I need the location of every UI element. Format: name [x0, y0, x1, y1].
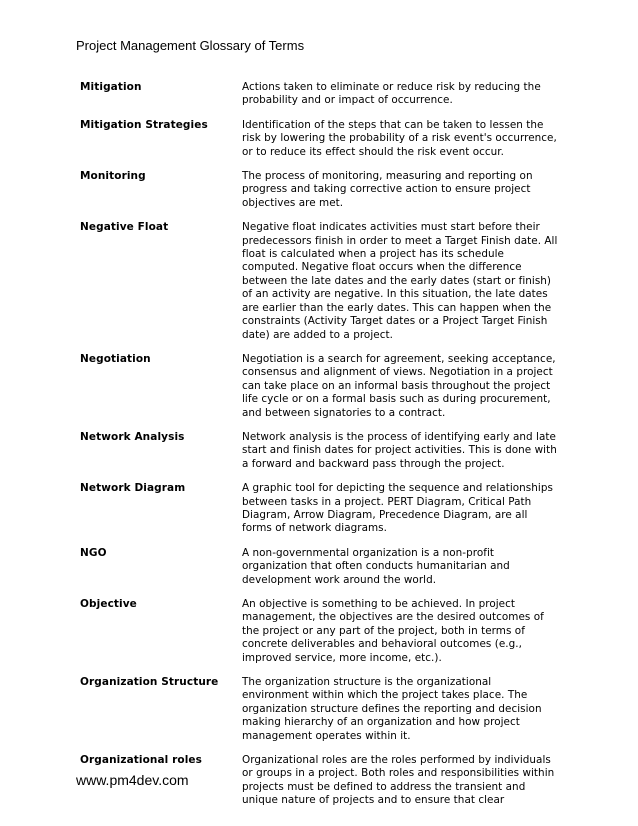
glossary-entry — [80, 547, 560, 587]
glossary-definition: Negotiation is a search for agreement, seeking acceptance, consensus and alignment of views. Negotiation in a project can take place on an informal basis throughout the project life cycle or on a formal basis such as during procurement, and between signatories to a contract. — [242, 352, 556, 419]
glossary-term: Negotiation — [80, 352, 151, 365]
glossary-definition: A graphic tool for depicting the sequence and relationships between tasks in a project. PERT Diagram, Critical Path Diagram, Arrow Diagram, Precedence Diagram, are all forms of network diagrams. — [242, 482, 553, 535]
glossary-term: Organizational roles — [80, 754, 202, 767]
glossary-definition: Negative float indicates activities must start before their predecessors finish in order to meet a Target Finish date. All float is calculated when a project has its schedule computed. Negative float occurs when the difference between the late dates and the early dates (start or finish) of an activity are negative. In this situation, the late dates are earlier than the early dates. This can happen when the constraints (Activity Target dates or a Project Target Finish date) are added to a project. — [242, 221, 558, 341]
glossary-entry — [80, 81, 560, 108]
glossary-term: Mitigation Strategies — [80, 118, 208, 131]
glossary-entry — [80, 676, 560, 743]
glossary-term: NGO — [80, 546, 107, 559]
glossary-definition: Network analysis is the process of identifying early and late start and finish dates for project activities. This is done with a forward and backward pass through the project. — [242, 430, 557, 470]
glossary-entry — [80, 221, 560, 342]
glossary-definition: The organization structure is the organizational environment within which the project takes place. The organization structure defines the reporting and decision making hierarchy of an organization and how project management operates within it. — [242, 676, 542, 742]
page-title: Project Management Glossary of Terms — [76, 38, 305, 53]
glossary-definition: An objective is something to be achieved. In project management, the objectives are the desired outcomes of the project or any part of the project, both in terms of concrete deliverables and behavioral outcomes (e.g., improved service, more income, etc.). — [242, 598, 544, 664]
glossary-definition: Identification of the steps that can be taken to lessen the risk by lowering the probability of a risk event's occurrence, or to reduce its effect should the risk event occur. — [242, 118, 557, 158]
glossary-definition: A non-governmental organization is a non-profit organization that often conducts humanitarian and development work around the world. — [242, 546, 510, 586]
glossary-entry — [80, 119, 560, 159]
glossary-entry — [80, 431, 560, 471]
glossary-list — [80, 81, 560, 819]
glossary-entry — [80, 353, 560, 420]
glossary-entry — [80, 482, 560, 536]
glossary-entry — [80, 170, 560, 210]
glossary-term: Negative Float — [80, 221, 169, 234]
glossary-term: Network Analysis — [80, 430, 185, 443]
footer-url: www.pm4dev.com — [76, 772, 189, 788]
glossary-definition: Organizational roles are the roles performed by individuals or groups in a project. Both roles and responsibilities within projects must be defined to address the transient and unique nature of projects and to ensure that clear — [242, 754, 555, 807]
glossary-term: Objective — [80, 598, 137, 610]
glossary-term: Network Diagram — [80, 482, 186, 495]
glossary-term: Monitoring — [80, 170, 146, 183]
glossary-term: Organization Structure — [80, 676, 219, 689]
glossary-definition: Actions taken to eliminate or reduce risk by reducing the probability and or impact of occurrence. — [242, 81, 541, 107]
glossary-entry — [80, 598, 560, 665]
glossary-definition: The process of monitoring, measuring and reporting on progress and taking corrective action to ensure project objectives are met. — [242, 170, 533, 209]
glossary-term: Mitigation — [80, 81, 142, 93]
